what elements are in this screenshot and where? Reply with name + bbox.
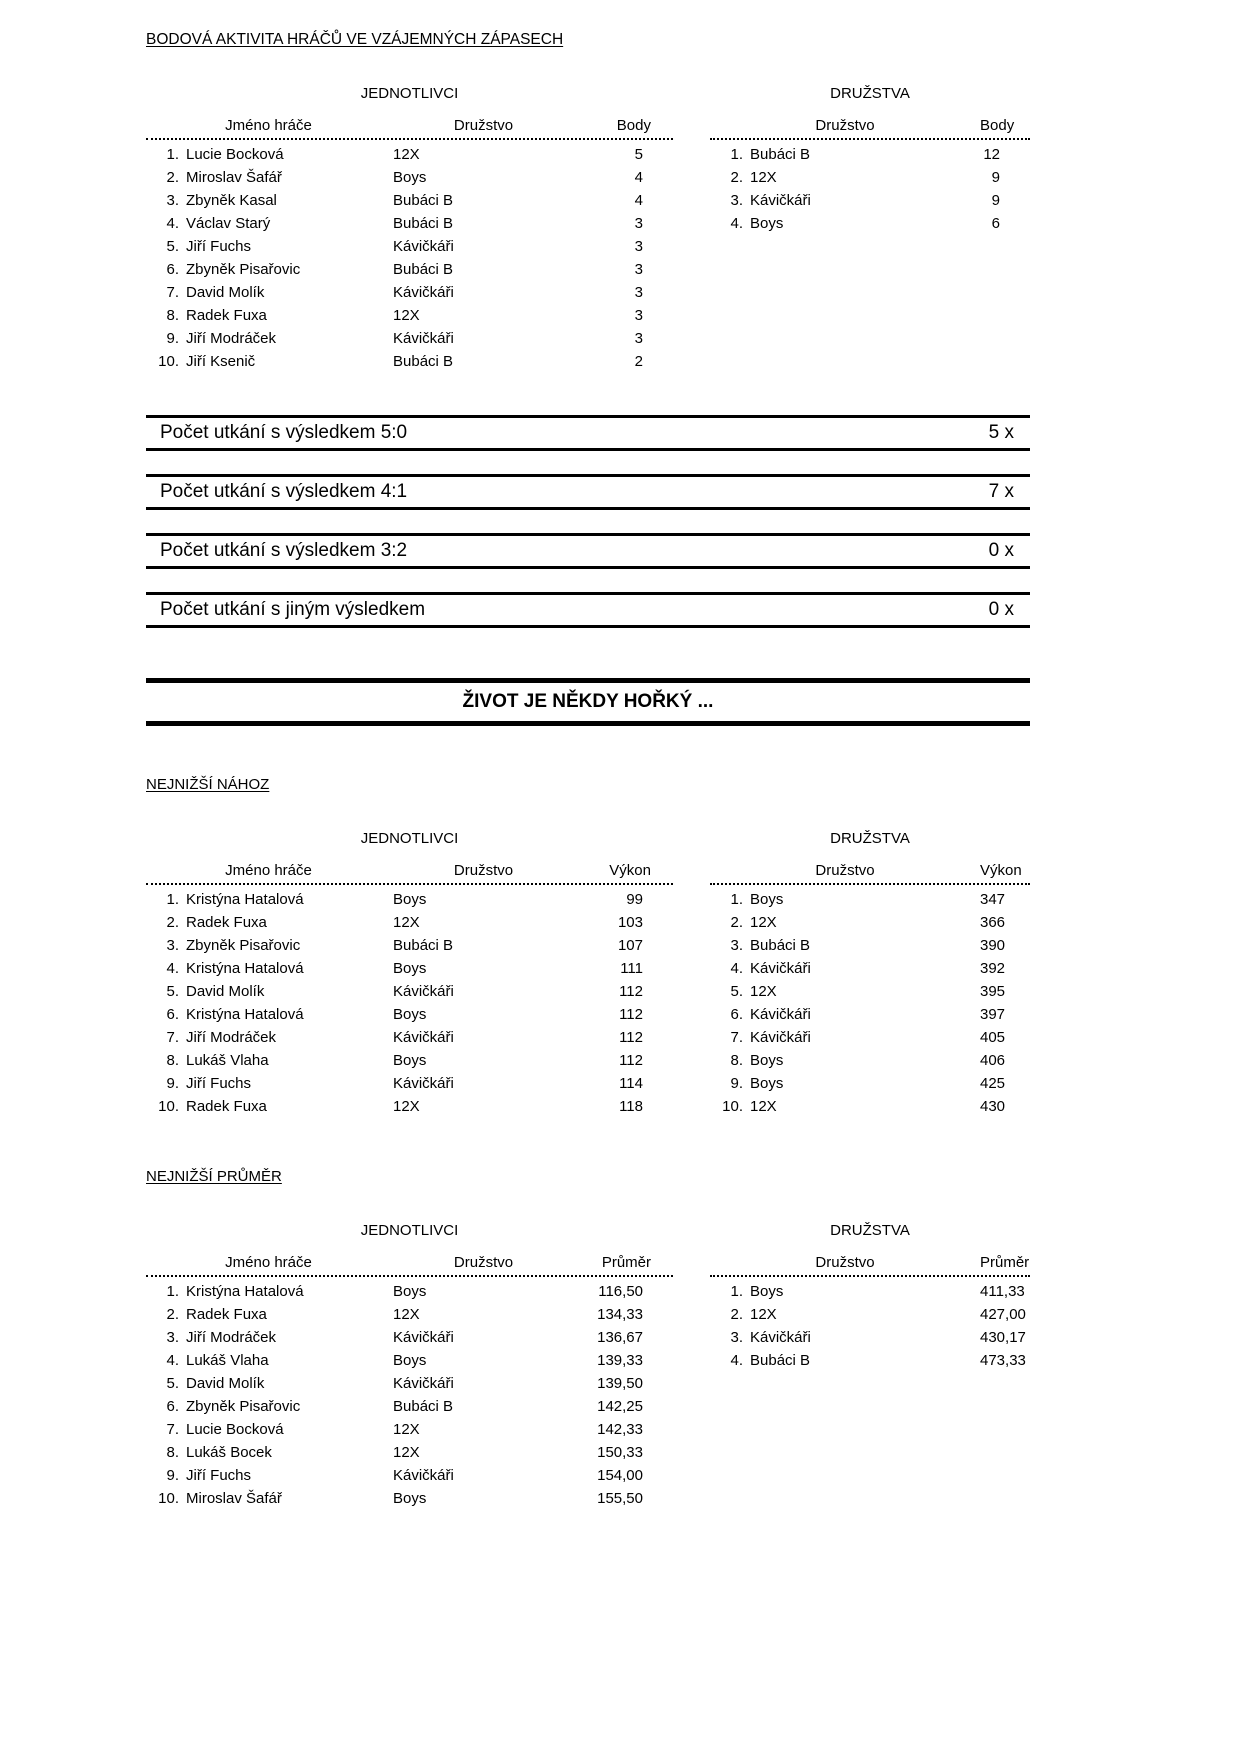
cell-team: 12X: [393, 914, 420, 931]
cell-player-name: Jiří Fuchs: [186, 1075, 252, 1092]
cell-team-name: Boys: [750, 215, 784, 232]
table-body: [146, 1280, 673, 1510]
cell-value: 136,67: [597, 1329, 643, 1346]
table-row: [146, 350, 673, 373]
cell-value: 3: [634, 330, 643, 347]
cell-player-name: Zbyněk Pisařovic: [186, 1398, 301, 1415]
cell-rank: 4.: [730, 960, 743, 977]
cell-rank: 2.: [166, 914, 179, 931]
table-row: [146, 911, 673, 934]
cell-player-name: David Molík: [186, 1375, 265, 1392]
cell-team-name: Kávičkáři: [750, 1029, 811, 1046]
cell-player-name: Zbyněk Pisařovic: [186, 261, 301, 278]
cell-player-name: Kristýna Hatalová: [186, 891, 304, 908]
col-header-average: Průměr: [980, 1254, 1030, 1271]
match-count-value: 0 x: [988, 599, 1014, 620]
banner-title: ŽIVOT JE NĚKDY HOŘKÝ ...: [146, 678, 1030, 726]
table-row: [146, 957, 673, 980]
cell-value: 3: [634, 238, 643, 255]
table-row: [710, 212, 1030, 235]
table-row: [710, 1095, 1030, 1118]
cell-team: Kávičkáři: [393, 284, 454, 301]
cell-value: 347: [980, 891, 1006, 908]
table-header: [146, 117, 673, 140]
table-row: [146, 166, 673, 189]
lowest-throw-teams-block: [710, 810, 1030, 1118]
table-body: [710, 888, 1030, 1118]
table-row: [146, 934, 673, 957]
cell-player-name: Jiří Fuchs: [186, 1467, 252, 1484]
cell-team-name: Bubáci B: [750, 1352, 811, 1369]
cell-value: 116,50: [598, 1283, 643, 1300]
cell-player-name: Radek Fuxa: [186, 1098, 267, 1115]
cell-player-name: David Molík: [186, 284, 265, 301]
individuals-heading: JEDNOTLIVCI: [360, 85, 459, 102]
teams-heading: DRUŽSTVA: [830, 830, 910, 847]
col-header-team: Družstvo: [453, 117, 514, 134]
cell-value: 103: [617, 914, 643, 931]
cell-value: 139,33: [597, 1352, 643, 1369]
cell-value: 3: [634, 215, 643, 232]
match-count-box: [146, 592, 1030, 628]
cell-player-name: Kristýna Hatalová: [186, 960, 304, 977]
cell-rank: 2.: [730, 914, 743, 931]
cell-value: 425: [980, 1075, 1006, 1092]
table-row: [710, 1072, 1030, 1095]
cell-team-name: 12X: [750, 983, 777, 1000]
col-header-team: Družstvo: [453, 1254, 514, 1271]
cell-team: Kávičkáři: [393, 1375, 454, 1392]
cell-team-name: 12X: [750, 1098, 777, 1115]
cell-value: 154,00: [597, 1467, 643, 1484]
table-row: [146, 1303, 673, 1326]
col-header-points: Body: [980, 117, 1015, 134]
table-row: [710, 957, 1030, 980]
cell-value: 112: [619, 983, 643, 1000]
cell-player-name: Miroslav Šafář: [186, 169, 282, 186]
cell-player-name: Lukáš Bocek: [186, 1444, 272, 1461]
cell-team: Bubáci B: [393, 192, 454, 209]
cell-rank: 4.: [166, 215, 179, 232]
table-row: [146, 212, 673, 235]
match-count-box: [146, 415, 1030, 451]
cell-rank: 3.: [166, 192, 179, 209]
cell-rank: 3.: [166, 937, 179, 954]
cell-rank: 7.: [166, 284, 179, 301]
cell-player-name: Jiří Ksenič: [186, 353, 256, 370]
cell-value: 427,00: [980, 1306, 1026, 1323]
table-row: [146, 1395, 673, 1418]
cell-team: Bubáci B: [393, 353, 454, 370]
cell-team-name: Kávičkáři: [750, 960, 811, 977]
cell-rank: 8.: [166, 307, 179, 324]
cell-player-name: Jiří Fuchs: [186, 238, 252, 255]
cell-value: 112: [619, 1052, 643, 1069]
cell-team: Boys: [393, 1352, 427, 1369]
cell-team-name: Kávičkáři: [750, 1006, 811, 1023]
cell-team: Kávičkáři: [393, 1467, 454, 1484]
table-header: [710, 1254, 1030, 1277]
match-count-label: Počet utkání s jiným výsledkem: [160, 599, 426, 620]
cell-rank: 7.: [166, 1421, 179, 1438]
match-count-label: Počet utkání s výsledkem 3:2: [160, 540, 408, 561]
col-header-points: Body: [616, 117, 651, 134]
lowest-throw-teams-table: [710, 862, 1030, 1118]
cell-rank: 1.: [166, 891, 179, 908]
cell-value: 405: [980, 1029, 1006, 1046]
cell-rank: 1.: [166, 146, 179, 163]
cell-value: 12: [983, 146, 1000, 163]
cell-team-name: Boys: [750, 1075, 784, 1092]
points-individuals-block: [146, 65, 673, 373]
table-body: [146, 888, 673, 1118]
points-section: [146, 65, 1030, 373]
table-body: [710, 143, 1030, 235]
cell-player-name: Jiří Modráček: [186, 1029, 277, 1046]
cell-rank: 4.: [166, 960, 179, 977]
cell-player-name: Lucie Bocková: [186, 146, 284, 163]
table-row: [710, 143, 1030, 166]
table-row: [710, 1026, 1030, 1049]
cell-value: 4: [634, 192, 643, 209]
col-header-performance: Výkon: [609, 862, 651, 879]
table-row: [710, 166, 1030, 189]
cell-player-name: Lukáš Vlaha: [186, 1052, 269, 1069]
lowest-average-teams-table: [710, 1254, 1030, 1372]
col-header-player: Jméno hráče: [225, 1254, 312, 1271]
cell-value: 366: [980, 914, 1006, 931]
match-count-label: Počet utkání s výsledkem 4:1: [160, 481, 408, 502]
col-header-average: Průměr: [601, 1254, 651, 1271]
cell-team: Boys: [393, 169, 427, 186]
cell-rank: 5.: [730, 983, 743, 1000]
table-row: [146, 1441, 673, 1464]
cell-rank: 6.: [730, 1006, 743, 1023]
cell-value: 411,33: [980, 1283, 1025, 1300]
cell-rank: 1.: [730, 146, 743, 163]
cell-rank: 10.: [722, 1098, 743, 1115]
match-count-value: 5 x: [988, 422, 1014, 443]
cell-value: 2: [634, 353, 643, 370]
table-row: [146, 1372, 673, 1395]
cell-rank: 4.: [166, 1352, 179, 1369]
table-row: [710, 1326, 1030, 1349]
cell-rank: 2.: [730, 1306, 743, 1323]
table-row: [710, 934, 1030, 957]
cell-team: 12X: [393, 1098, 420, 1115]
points-teams-block: [710, 65, 1030, 373]
table-row: [710, 888, 1030, 911]
cell-player-name: Jiří Modráček: [186, 1329, 277, 1346]
cell-rank: 6.: [166, 261, 179, 278]
cell-value: 397: [980, 1006, 1006, 1023]
teams-heading: DRUŽSTVA: [830, 1222, 910, 1239]
table-row: [146, 1072, 673, 1095]
cell-value: 118: [619, 1098, 643, 1115]
cell-value: 3: [634, 261, 643, 278]
page-content: [146, 0, 1030, 1510]
cell-team: Boys: [393, 891, 427, 908]
cell-value: 139,50: [597, 1375, 643, 1392]
table-row: [710, 1303, 1030, 1326]
cell-team: Boys: [393, 1283, 427, 1300]
cell-rank: 3.: [730, 192, 743, 209]
cell-team-name: Boys: [750, 1052, 784, 1069]
table-row: [710, 1049, 1030, 1072]
col-header-team: Družstvo: [815, 862, 875, 879]
cell-value: 395: [980, 983, 1006, 1000]
cell-rank: 5.: [166, 983, 179, 1000]
cell-team: Bubáci B: [393, 215, 454, 232]
cell-team: Boys: [393, 960, 427, 977]
lowest-throw-heading: NEJNIŽŠÍ NÁHOZ: [146, 776, 270, 793]
cell-team-name: 12X: [750, 1306, 777, 1323]
cell-value: 150,33: [597, 1444, 643, 1461]
table-row: [710, 980, 1030, 1003]
cell-player-name: Radek Fuxa: [186, 914, 267, 931]
cell-rank: 4.: [730, 215, 743, 232]
cell-rank: 6.: [166, 1006, 179, 1023]
table-row: [146, 1049, 673, 1072]
table-row: [146, 189, 673, 212]
cell-value: 9: [991, 192, 1000, 209]
cell-team-name: Boys: [750, 1283, 784, 1300]
table-body: [146, 143, 673, 373]
cell-player-name: Kristýna Hatalová: [186, 1283, 304, 1300]
lowest-average-individuals-table: [146, 1254, 673, 1510]
cell-value: 114: [619, 1075, 643, 1092]
cell-team-name: Bubáci B: [750, 146, 811, 163]
cell-rank: 3.: [166, 1329, 179, 1346]
cell-team: 12X: [393, 1421, 420, 1438]
lowest-average-heading: NEJNIŽŠÍ PRŮMĚR: [146, 1168, 282, 1185]
cell-rank: 2.: [730, 169, 743, 186]
table-row: [146, 258, 673, 281]
cell-rank: 9.: [166, 330, 179, 347]
match-count-value: 0 x: [988, 540, 1014, 561]
cell-team: Bubáci B: [393, 937, 454, 954]
lowest-throw-individuals-block: [146, 810, 673, 1118]
cell-rank: 7.: [730, 1029, 743, 1046]
cell-team-name: Kávičkáři: [750, 192, 811, 209]
cell-team: 12X: [393, 146, 420, 163]
table-row: [146, 1326, 673, 1349]
cell-player-name: Radek Fuxa: [186, 307, 267, 324]
individuals-heading: JEDNOTLIVCI: [360, 830, 459, 847]
table-row: [146, 1003, 673, 1026]
cell-value: 99: [626, 891, 643, 908]
table-header: [710, 117, 1030, 140]
cell-team-name: Boys: [750, 891, 784, 908]
cell-team-name: Bubáci B: [750, 937, 811, 954]
col-header-performance: Výkon: [980, 862, 1022, 879]
table-body: [710, 1280, 1030, 1372]
lowest-throw-individuals-table: [146, 862, 673, 1118]
cell-player-name: Radek Fuxa: [186, 1306, 267, 1323]
cell-value: 430,17: [980, 1329, 1026, 1346]
cell-player-name: Zbyněk Pisařovic: [186, 937, 301, 954]
cell-value: 4: [634, 169, 643, 186]
table-row: [146, 888, 673, 911]
cell-rank: 8.: [166, 1444, 179, 1461]
lowest-average-section: [146, 1202, 1030, 1510]
cell-team: Bubáci B: [393, 261, 454, 278]
cell-rank: 1.: [730, 1283, 743, 1300]
cell-team: 12X: [393, 1306, 420, 1323]
col-header-team: Družstvo: [815, 1254, 875, 1271]
match-count-list: [146, 415, 1030, 628]
cell-team: Bubáci B: [393, 1398, 454, 1415]
cell-rank: 9.: [166, 1075, 179, 1092]
table-row: [146, 1026, 673, 1049]
table-row: [710, 1280, 1030, 1303]
teams-heading: DRUŽSTVA: [830, 85, 910, 102]
cell-team: Kávičkáři: [393, 238, 454, 255]
cell-team: Kávičkáři: [393, 1075, 454, 1092]
cell-value: 112: [619, 1029, 643, 1046]
cell-team: Kávičkáři: [393, 330, 454, 347]
cell-team-name: Kávičkáři: [750, 1329, 811, 1346]
table-header: [710, 862, 1030, 885]
cell-value: 406: [980, 1052, 1006, 1069]
cell-value: 430: [980, 1098, 1006, 1115]
cell-team: 12X: [393, 307, 420, 324]
cell-team: Kávičkáři: [393, 1329, 454, 1346]
cell-value: 3: [634, 284, 643, 301]
table-row: [146, 304, 673, 327]
cell-rank: 9.: [730, 1075, 743, 1092]
cell-value: 3: [634, 307, 643, 324]
table-row: [146, 1095, 673, 1118]
cell-team: Boys: [393, 1052, 427, 1069]
cell-rank: 10.: [158, 353, 179, 370]
cell-rank: 7.: [166, 1029, 179, 1046]
cell-rank: 5.: [166, 238, 179, 255]
cell-value: 9: [991, 169, 1000, 186]
cell-value: 111: [620, 960, 643, 977]
col-header-player: Jméno hráče: [225, 862, 312, 879]
cell-rank: 3.: [730, 1329, 743, 1346]
cell-team: 12X: [393, 1444, 420, 1461]
cell-value: 6: [991, 215, 1000, 232]
cell-value: 473,33: [980, 1352, 1026, 1369]
table-row: [146, 235, 673, 258]
cell-value: 142,33: [597, 1421, 643, 1438]
lowest-average-teams-block: [710, 1202, 1030, 1510]
cell-rank: 9.: [166, 1467, 179, 1484]
match-count-box: [146, 474, 1030, 510]
cell-rank: 10.: [158, 1098, 179, 1115]
cell-team: Boys: [393, 1006, 427, 1023]
cell-rank: 4.: [730, 1352, 743, 1369]
table-row: [710, 1349, 1030, 1372]
cell-player-name: Miroslav Šafář: [186, 1490, 282, 1507]
cell-player-name: Kristýna Hatalová: [186, 1006, 304, 1023]
points-individuals-table: [146, 117, 673, 373]
cell-value: 390: [980, 937, 1006, 954]
match-count-value: 7 x: [988, 481, 1014, 502]
match-count-box: [146, 533, 1030, 569]
table-row: [146, 1280, 673, 1303]
table-row: [146, 980, 673, 1003]
cell-value: 5: [634, 146, 643, 163]
cell-rank: 2.: [166, 1306, 179, 1323]
cell-team: Kávičkáři: [393, 983, 454, 1000]
table-row: [146, 1487, 673, 1510]
cell-rank: 3.: [730, 937, 743, 954]
col-header-team: Družstvo: [453, 862, 514, 879]
cell-rank: 2.: [166, 169, 179, 186]
cell-rank: 1.: [730, 891, 743, 908]
cell-value: 392: [980, 960, 1006, 977]
cell-team-name: 12X: [750, 169, 777, 186]
col-header-team: Družstvo: [815, 117, 875, 134]
table-row: [146, 143, 673, 166]
table-row: [146, 1418, 673, 1441]
lowest-average-individuals-block: [146, 1202, 673, 1510]
table-row: [710, 911, 1030, 934]
lowest-throw-section: [146, 810, 1030, 1118]
cell-player-name: Václav Starý: [186, 215, 271, 232]
table-row: [710, 1003, 1030, 1026]
cell-rank: 5.: [166, 1375, 179, 1392]
cell-team: Kávičkáři: [393, 1029, 454, 1046]
cell-value: 134,33: [597, 1306, 643, 1323]
cell-player-name: Zbyněk Kasal: [186, 192, 277, 209]
cell-rank: 8.: [730, 1052, 743, 1069]
table-row: [146, 281, 673, 304]
cell-rank: 10.: [158, 1490, 179, 1507]
points-teams-table: [710, 117, 1030, 235]
cell-rank: 6.: [166, 1398, 179, 1415]
table-row: [710, 189, 1030, 212]
cell-team: Boys: [393, 1490, 427, 1507]
cell-player-name: Lukáš Vlaha: [186, 1352, 269, 1369]
cell-value: 142,25: [597, 1398, 643, 1415]
col-header-player: Jméno hráče: [225, 117, 312, 134]
cell-player-name: Jiří Modráček: [186, 330, 277, 347]
cell-value: 112: [619, 1006, 643, 1023]
table-header: [146, 1254, 673, 1277]
cell-rank: 1.: [166, 1283, 179, 1300]
table-header: [146, 862, 673, 885]
individuals-heading: JEDNOTLIVCI: [360, 1222, 459, 1239]
table-row: [146, 1349, 673, 1372]
table-row: [146, 1464, 673, 1487]
cell-player-name: Lucie Bocková: [186, 1421, 284, 1438]
match-count-label: Počet utkání s výsledkem 5:0: [160, 422, 408, 443]
cell-value: 155,50: [597, 1490, 643, 1507]
cell-rank: 8.: [166, 1052, 179, 1069]
cell-value: 107: [617, 937, 643, 954]
cell-team-name: 12X: [750, 914, 777, 931]
page-title: BODOVÁ AKTIVITA HRÁČŮ VE VZÁJEMNÝCH ZÁPASECH: [146, 31, 564, 48]
cell-player-name: David Molík: [186, 983, 265, 1000]
table-row: [146, 327, 673, 350]
